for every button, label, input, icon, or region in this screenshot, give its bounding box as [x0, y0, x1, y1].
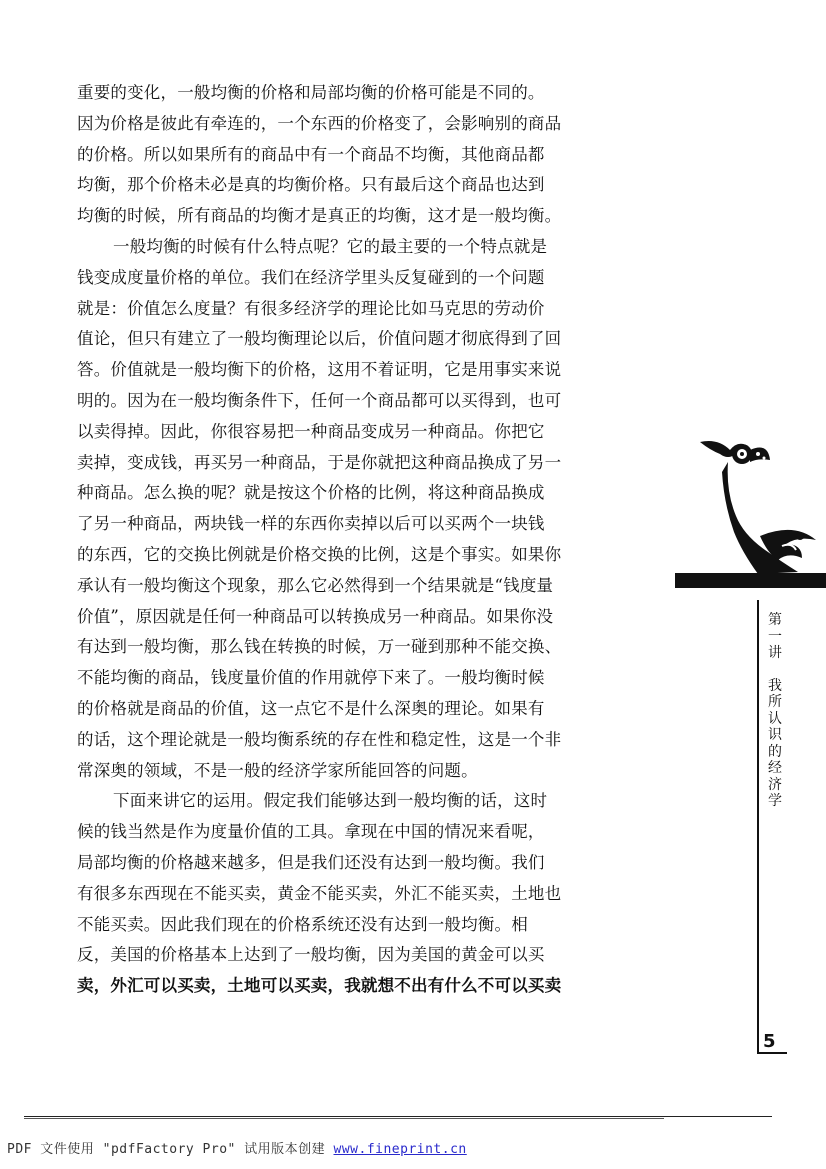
text-line: 的价格。所以如果所有的商品中有一个商品不均衡，其他商品都 — [77, 144, 545, 164]
text-line: 下面来讲它的运用。假定我们能够达到一般均衡的话，这时 — [113, 791, 548, 811]
title-char: 学 — [768, 793, 782, 809]
body-text — [77, 78, 633, 1002]
title-char: 我 — [768, 677, 782, 694]
text-line: 均衡，那个价格未必是真的均衡价格。只有最后这个商品也达到 — [77, 175, 545, 195]
footer-rule-secondary — [24, 1118, 664, 1119]
text-line: 的话，这个理论就是一般均衡系统的存在性和稳定性，这是一个非 — [77, 729, 562, 749]
text-line: 以卖得掉。因此，你很容易把一种商品变成另一种商品。你把它 — [77, 421, 545, 441]
title-char: 识 — [768, 727, 782, 743]
text-line: 价值”，原因就是任何一种商品可以转换成另一种商品。如果你没 — [77, 606, 554, 626]
text-line: 有达到一般均衡，那么钱在转换的时候，万一碰到那种不能交换、 — [77, 637, 562, 657]
running-chapter-title — [762, 612, 788, 810]
footer-link[interactable]: www.fineprint.cn — [333, 1142, 467, 1157]
title-char: 认 — [768, 710, 782, 727]
text-line: 反，美国的价格基本上达到了一般均衡，因为美国的黄金可以买 — [77, 945, 545, 965]
text-line: 就是：价值怎么度量？有很多经济学的理论比如马克思的劳动价 — [77, 298, 545, 318]
title-char: 的 — [768, 743, 782, 760]
title-char: 所 — [768, 694, 782, 710]
pdf-footer — [7, 1138, 467, 1157]
page-number-underline — [757, 1052, 787, 1054]
text-line: 不能均衡的商品，钱度量价值的作用就停下来了。一般均衡时候 — [77, 668, 545, 688]
text-line: 钱变成度量价格的单位。我们在经济学里头反复碰到的一个问题 — [77, 267, 545, 287]
text-line: 有很多东西现在不能买卖，黄金不能买卖，外汇不能买卖，土地也 — [77, 883, 562, 903]
text-line: 候的钱当然是作为度量价值的工具。拿现在中国的情况来看呢， — [77, 822, 545, 842]
chapter-char: 讲 — [768, 645, 782, 661]
chapter-char: 一 — [768, 628, 782, 645]
text-line: 不能买卖。因此我们现在的价格系统还没有达到一般均衡。相 — [77, 914, 528, 934]
text-line: 答。价值就是一般均衡下的价格，这用不着证明，它是用事实来说 — [77, 360, 562, 380]
text-line: 种商品。怎么换的呢？就是按这个价格的比例，将这种商品换成 — [77, 483, 545, 503]
text-line: 承认有一般均衡这个现象，那么它必然得到一个结果就是“钱度量 — [77, 575, 554, 595]
decorative-bird-emblem — [698, 432, 818, 592]
text-line: 明的。因为在一般均衡条件下，任何一个商品都可以买得到，也可 — [77, 390, 562, 410]
chapter-tab-bar — [675, 573, 826, 588]
text-line: 常深奥的领域，不是一般的经济学家所能回答的问题。 — [77, 760, 478, 780]
text-line: 了另一种商品，两块钱一样的东西你卖掉以后可以买两个一块钱 — [77, 514, 545, 534]
text-line: 值论，但只有建立了一般均衡理论以后，价值问题才彻底得到了回 — [77, 329, 562, 349]
text-line: 的东西，它的交换比例就是价格交换的比例，这是个事实。如果你 — [77, 544, 562, 564]
footer-text: PDF 文件使用 "pdfFactory Pro" 试用版本创建 — [7, 1142, 334, 1157]
text-line: 的价格就是商品的价值，这一点它不是什么深奥的理论。如果有 — [77, 698, 545, 718]
footer-rule — [24, 1116, 772, 1117]
text-line: 重要的变化，一般均衡的价格和局部均衡的价格可能是不同的。 — [77, 83, 545, 102]
text-line: 一般均衡的时候有什么特点呢？它的最主要的一个特点就是 — [113, 236, 548, 256]
page-number: 5 — [763, 1031, 776, 1052]
text-line: 卖掉，变成钱，再买另一种商品，于是你就把这种商品换成了另一 — [77, 452, 562, 472]
margin-rule — [757, 600, 759, 1052]
title-char: 济 — [768, 776, 782, 793]
text-line: 均衡的时候，所有商品的均衡才是真正的均衡，这才是一般均衡。 — [77, 206, 562, 226]
text-line: 因为价格是彼此有牵连的，一个东西的价格变了，会影响别的商品 — [77, 113, 562, 133]
text-line: 卖，外汇可以买卖，土地可以买卖，我就想不出有什么不可以买卖 — [77, 976, 562, 996]
title-char: 经 — [768, 760, 782, 776]
chapter-char: 第 — [768, 612, 782, 628]
text-line: 局部均衡的价格越来越多，但是我们还没有达到一般均衡。我们 — [77, 852, 545, 872]
